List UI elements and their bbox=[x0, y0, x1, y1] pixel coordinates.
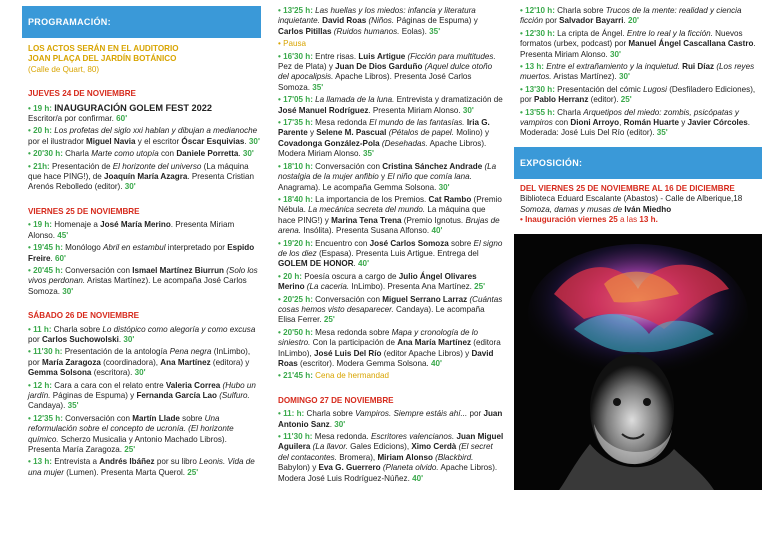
exhibition-dates: DEL VIERNES 25 DE NOVIEMBRE AL 16 DE DICIEMBRE bbox=[520, 183, 735, 193]
event-item: • 20'45 h: Conversación con Ismael Martínez Biurrun (Solo los vivos perdonan. Aristas Martínez). Le acompaña José Carlos Somoza. 30' bbox=[28, 265, 258, 296]
event-item: • 13'25 h: Las huellas y los miedos: infancia y literatura inquietante. David Roas (Niños. Páginas de Espuma) y Carlos Pitillas (Ruidos humanos. Eolas). 35' bbox=[278, 6, 478, 36]
event-item: • 19 h: Homenaje a José María Merino. Presenta Miriam Alonso. 45' bbox=[28, 220, 235, 240]
venue-line-2: JOAN PLAÇA DEL JARDÍN BOTÁNICO bbox=[28, 54, 177, 64]
exhibition-place: Biblioteca Eduard Escalante (Abastos) - Calle de Alberique,18 bbox=[520, 194, 743, 204]
event-item: • 16'30 h: Entre risas. Luis Artigue (Ficción para multitudes. Pez de Plata) y Juan De Dios Garduño (Aquel dulce otoño del apocalipsis. Apache Libros). Presenta José Carlos Somoza. 35' bbox=[278, 51, 496, 92]
day-sunday: DOMINGO 27 DE NOVIEMBRE bbox=[278, 395, 394, 405]
event-item: • 11'30 h: Presentación de la antología Pena negra (InLimbo), por María Zaragoza (coordinadora), Ana Martínez (editora) y Gemma Solsona (escritora). 30' bbox=[28, 347, 251, 378]
event-item: • 19 h: INAUGURACIÓN GOLEM FEST 2022 Escritor/a por confirmar. 60' bbox=[28, 102, 212, 124]
event-item: • 13 h: Entre el extrañamiento y la inquietud. Rui Díaz (Los reyes muertos. Aristas Martínez). 30' bbox=[520, 62, 755, 82]
event-item: • 12'35 h: Conversación con Martín Llade sobre Una reformulación sobre el concepto de ucronía. (El horizonte químico. Scherzo Musicalia y Antonio Machado Libros). Presenta María Zaragoza. 25' bbox=[28, 413, 234, 454]
exhibition-info bbox=[514, 184, 762, 226]
event-item: • 12'30 h: La cripta de Ángel. Entre lo real y la ficción. Nuevos formatos (urbex, podcast) por Manuel Ángel Cascallana Castro. Presenta Miriam Alonso. 30' bbox=[520, 28, 756, 59]
venue-line-1: LOS ACTOS SERÁN EN EL AUDITORIO bbox=[28, 44, 179, 53]
event-item: • 18'10 h: Conversación con Cristina Sánchez Andrade (La nostalgia de la mujer anfibio y El niño que comía lana. Anagrama). Le acompaña Gemma Solsona. 30' bbox=[278, 161, 497, 192]
event-item: • 11'30 h: Mesa redonda. Escritores valencianos. Juan Miguel Aguilera (La llavor. Gales Edicions), Ximo Cerdà (El secret del contacontes. Bromera), Miriam Alonso (Blackbird. Babylon) y Eva G. Guerrero (Planeta olvido. Apache Libros). Modera José Luis Rodríguez-Núñez. 40' bbox=[278, 432, 504, 483]
event-item: • 17'35 h: Mesa redonda El mundo de las fantasías. Iria G. Parente y Selene M. Pascual (Pétalos de papel. Molino) y Covadonga González-Pola (Desehadas. Apache Libros). Modera Miriam Alonso. 35' bbox=[278, 118, 490, 159]
event-item: • 13'30 h: Presentación del cómic Lugosi (Desfiladero Ediciones), por Pablo Herranz (editor). 25' bbox=[520, 84, 756, 105]
event-item: • 18'40 h: La importancia de los Premios. Cat Rambo (Premio Nébula. La mecánica secreta del mundo. La máquina que hace PING!) y Marina Tena Trena (Premio Ignotus. Brujas de arena. Insólita). Presenta Susana Alfonso. 40' bbox=[278, 194, 502, 236]
column-left bbox=[22, 6, 261, 549]
programacion-header: PROGRAMACIÓN: bbox=[22, 6, 261, 38]
day-thursday: JUEVES 24 DE NOVIEMBRE bbox=[28, 89, 136, 99]
day-friday: VIERNES 25 DE NOVIEMBRE bbox=[28, 206, 140, 216]
dinner-item: • 21'45 h: Cena de hermandad bbox=[278, 371, 389, 381]
event-item: • 17'05 h: La llamada de la luna. Entrevista y dramatización de José Manuel Rodríguez. Presenta Miriam Alonso. 30' bbox=[278, 95, 503, 115]
venue-address: (Calle de Quart, 80) bbox=[28, 64, 100, 74]
event-item: • 11 h: Charla sobre Lo distópico como alegoría y como excusa por Carlos Suchowolski. 30' bbox=[28, 324, 256, 344]
event-item: • 20'30 h: Charla Marte como utopía con Daniele Porretta. 30' bbox=[28, 149, 254, 159]
column-middle bbox=[272, 6, 504, 549]
exhibition-artwork bbox=[514, 234, 762, 490]
event-item: • 19'45 h: Monólogo Abril en estambul interpretado por Espido Freire. 60' bbox=[28, 243, 255, 263]
exhibition-inauguration: • Inauguración viernes 25 a las 13 h. bbox=[520, 215, 658, 225]
exposicion-header: EXPOSICIÓN: bbox=[514, 147, 762, 179]
event-item: • 13 h: Entrevista a Andrés Ibáñez por su libro Leonis. Vida de una mujer (Lumen). Presenta Marta Querol. 25' bbox=[28, 457, 255, 477]
event-item: • 12'10 h: Charla sobre Trucos de la mente: realidad y ciencia ficción por Salvador Bayarri. 20' bbox=[520, 6, 742, 26]
event-item: • 20 h: Los profetas del siglo xxi hablan y dibujan a medianoche por el ilustrador Miguel Navia y el escritor Óscar Esquivias. 30' bbox=[28, 126, 260, 146]
event-item: • 19'20 h: Encuentro con José Carlos Somoza sobre El signo de los diez (Espasa). Presenta Luis Artigue. Entrega del GOLEM DE HONOR. 40' bbox=[278, 238, 503, 269]
event-item: • 12 h: Cara a cara con el relato entre Valeria Correa (Hubo un jardín. Páginas de Espuma) y Fernanda García Lao (Sulfuro. Candaya). 35' bbox=[28, 380, 256, 411]
exhibition-title: Somoza, damas y musas de Iván Miedho bbox=[520, 204, 672, 214]
artwork-illustration bbox=[514, 234, 762, 490]
venue-info bbox=[22, 44, 261, 75]
day-saturday: SÁBADO 26 DE NOVIEMBRE bbox=[28, 311, 140, 321]
event-item: • 13'55 h: Charla Arquetipos del miedo: zombis, psicópatas y vampiros con Dioni Arroyo, Román Huarte y Javier Córcoles. Moderada: José Luis Del Río (editor). 35' bbox=[520, 107, 751, 138]
column-right bbox=[514, 6, 762, 549]
pause-item: • Pausa bbox=[278, 39, 307, 49]
event-item: • 21h: Presentación de El horizonte del universo (La máquina que hace PING!), de Joaquín María Azagra. Presenta Cristian Arenós Rebolledo (editor). 30' bbox=[28, 161, 254, 192]
event-item: • 20'50 h: Mesa redonda sobre Mapa y cronología de lo siniestro. Con la participación de Ana María Martínez (editora InLimbo), José Luis Del Río (editor Apache Libros) y David Roas (escritor). Modera Gemma Solsona. 40' bbox=[278, 327, 501, 368]
event-item: • 20 h: Poesía oscura a cargo de Julio Ángel Olivares Merino (La caceria. InLimbo). Presenta Ana Martínez. 25' bbox=[278, 271, 486, 292]
event-item: • 20'25 h: Conversación con Miguel Serrano Larraz (Cuántas cosas hemos visto desaparecer. Candaya). Le acompaña Elisa Ferrer. 25' bbox=[278, 294, 503, 325]
event-item: • 11: h: Charla sobre Vampiros. Siempre estáis ahí... por Juan Antonio Sanz. 30' bbox=[278, 409, 503, 429]
